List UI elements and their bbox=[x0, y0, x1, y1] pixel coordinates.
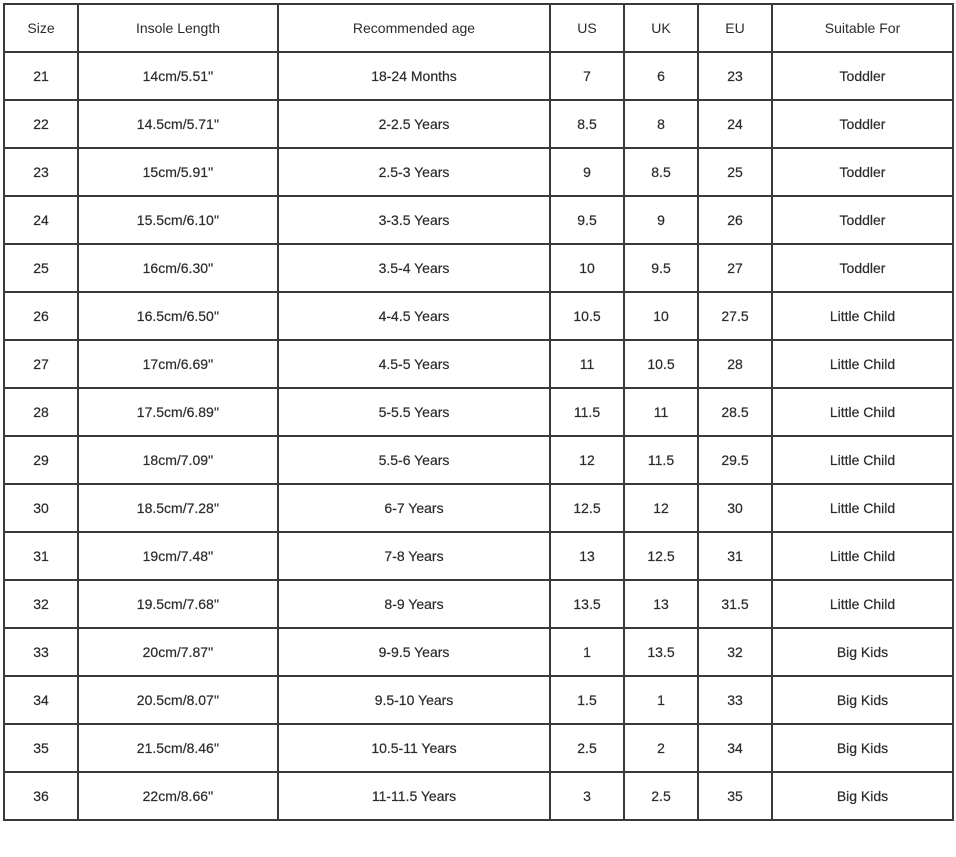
cell-eu: 31 bbox=[698, 532, 772, 580]
cell-recommended-age: 2.5-3 Years bbox=[278, 148, 550, 196]
cell-uk: 1 bbox=[624, 676, 698, 724]
cell-suitable-for: Toddler bbox=[772, 100, 953, 148]
table-row bbox=[4, 100, 953, 148]
cell-insole-length: 18cm/7.09'' bbox=[78, 436, 278, 484]
cell-recommended-age: 18-24 Months bbox=[278, 52, 550, 100]
cell-recommended-age: 5-5.5 Years bbox=[278, 388, 550, 436]
table-row bbox=[4, 676, 953, 724]
cell-insole-length: 18.5cm/7.28'' bbox=[78, 484, 278, 532]
cell-suitable-for: Toddler bbox=[772, 52, 953, 100]
cell-eu: 26 bbox=[698, 196, 772, 244]
cell-size: 31 bbox=[4, 532, 78, 580]
cell-recommended-age: 4.5-5 Years bbox=[278, 340, 550, 388]
cell-insole-length: 15.5cm/6.10'' bbox=[78, 196, 278, 244]
table-row bbox=[4, 532, 953, 580]
table-row bbox=[4, 628, 953, 676]
header-us: US bbox=[550, 4, 624, 52]
cell-insole-length: 15cm/5.91'' bbox=[78, 148, 278, 196]
table-row bbox=[4, 388, 953, 436]
table-row bbox=[4, 292, 953, 340]
cell-uk: 13.5 bbox=[624, 628, 698, 676]
cell-eu: 33 bbox=[698, 676, 772, 724]
cell-uk: 10.5 bbox=[624, 340, 698, 388]
header-eu: EU bbox=[698, 4, 772, 52]
cell-us: 7 bbox=[550, 52, 624, 100]
table-row bbox=[4, 196, 953, 244]
cell-insole-length: 19.5cm/7.68'' bbox=[78, 580, 278, 628]
cell-uk: 2 bbox=[624, 724, 698, 772]
cell-suitable-for: Little Child bbox=[772, 292, 953, 340]
cell-eu: 30 bbox=[698, 484, 772, 532]
cell-suitable-for: Little Child bbox=[772, 388, 953, 436]
table-row bbox=[4, 148, 953, 196]
cell-us: 12 bbox=[550, 436, 624, 484]
cell-insole-length: 16.5cm/6.50'' bbox=[78, 292, 278, 340]
header-size: Size bbox=[4, 4, 78, 52]
cell-us: 11 bbox=[550, 340, 624, 388]
cell-us: 13.5 bbox=[550, 580, 624, 628]
cell-recommended-age: 6-7 Years bbox=[278, 484, 550, 532]
cell-eu: 29.5 bbox=[698, 436, 772, 484]
cell-us: 8.5 bbox=[550, 100, 624, 148]
cell-uk: 9 bbox=[624, 196, 698, 244]
cell-eu: 24 bbox=[698, 100, 772, 148]
table-row bbox=[4, 436, 953, 484]
cell-eu: 31.5 bbox=[698, 580, 772, 628]
cell-insole-length: 20cm/7.87'' bbox=[78, 628, 278, 676]
cell-recommended-age: 10.5-11 Years bbox=[278, 724, 550, 772]
cell-recommended-age: 5.5-6 Years bbox=[278, 436, 550, 484]
cell-eu: 27.5 bbox=[698, 292, 772, 340]
cell-recommended-age: 9-9.5 Years bbox=[278, 628, 550, 676]
cell-insole-length: 17cm/6.69'' bbox=[78, 340, 278, 388]
cell-us: 13 bbox=[550, 532, 624, 580]
cell-suitable-for: Big Kids bbox=[772, 676, 953, 724]
cell-insole-length: 21.5cm/8.46'' bbox=[78, 724, 278, 772]
table-row bbox=[4, 244, 953, 292]
cell-size: 36 bbox=[4, 772, 78, 820]
cell-us: 9 bbox=[550, 148, 624, 196]
cell-eu: 34 bbox=[698, 724, 772, 772]
header-uk: UK bbox=[624, 4, 698, 52]
cell-uk: 2.5 bbox=[624, 772, 698, 820]
cell-uk: 11 bbox=[624, 388, 698, 436]
cell-eu: 25 bbox=[698, 148, 772, 196]
cell-eu: 27 bbox=[698, 244, 772, 292]
cell-insole-length: 14cm/5.51'' bbox=[78, 52, 278, 100]
cell-uk: 8 bbox=[624, 100, 698, 148]
cell-recommended-age: 3.5-4 Years bbox=[278, 244, 550, 292]
cell-uk: 6 bbox=[624, 52, 698, 100]
cell-recommended-age: 4-4.5 Years bbox=[278, 292, 550, 340]
table-row bbox=[4, 772, 953, 820]
cell-suitable-for: Little Child bbox=[772, 532, 953, 580]
cell-eu: 28.5 bbox=[698, 388, 772, 436]
cell-size: 32 bbox=[4, 580, 78, 628]
cell-suitable-for: Toddler bbox=[772, 244, 953, 292]
cell-uk: 12 bbox=[624, 484, 698, 532]
cell-eu: 23 bbox=[698, 52, 772, 100]
table-row bbox=[4, 52, 953, 100]
header-suitable-for: Suitable For bbox=[772, 4, 953, 52]
cell-eu: 35 bbox=[698, 772, 772, 820]
cell-size: 28 bbox=[4, 388, 78, 436]
cell-insole-length: 20.5cm/8.07'' bbox=[78, 676, 278, 724]
header-recommended-age: Recommended age bbox=[278, 4, 550, 52]
cell-size: 27 bbox=[4, 340, 78, 388]
cell-recommended-age: 3-3.5 Years bbox=[278, 196, 550, 244]
cell-us: 11.5 bbox=[550, 388, 624, 436]
cell-us: 10 bbox=[550, 244, 624, 292]
cell-recommended-age: 11-11.5 Years bbox=[278, 772, 550, 820]
cell-uk: 9.5 bbox=[624, 244, 698, 292]
table-row bbox=[4, 484, 953, 532]
cell-insole-length: 17.5cm/6.89'' bbox=[78, 388, 278, 436]
cell-recommended-age: 2-2.5 Years bbox=[278, 100, 550, 148]
cell-uk: 13 bbox=[624, 580, 698, 628]
cell-recommended-age: 9.5-10 Years bbox=[278, 676, 550, 724]
header-row bbox=[4, 4, 953, 52]
cell-uk: 11.5 bbox=[624, 436, 698, 484]
cell-us: 3 bbox=[550, 772, 624, 820]
cell-suitable-for: Toddler bbox=[772, 148, 953, 196]
cell-us: 12.5 bbox=[550, 484, 624, 532]
cell-size: 25 bbox=[4, 244, 78, 292]
cell-eu: 28 bbox=[698, 340, 772, 388]
cell-us: 1.5 bbox=[550, 676, 624, 724]
cell-uk: 12.5 bbox=[624, 532, 698, 580]
cell-size: 23 bbox=[4, 148, 78, 196]
cell-suitable-for: Little Child bbox=[772, 436, 953, 484]
cell-size: 24 bbox=[4, 196, 78, 244]
cell-suitable-for: Little Child bbox=[772, 340, 953, 388]
size-chart-table bbox=[3, 3, 954, 821]
cell-size: 30 bbox=[4, 484, 78, 532]
cell-size: 35 bbox=[4, 724, 78, 772]
cell-size: 21 bbox=[4, 52, 78, 100]
cell-recommended-age: 8-9 Years bbox=[278, 580, 550, 628]
cell-suitable-for: Big Kids bbox=[772, 724, 953, 772]
cell-insole-length: 16cm/6.30'' bbox=[78, 244, 278, 292]
cell-us: 10.5 bbox=[550, 292, 624, 340]
table-row bbox=[4, 340, 953, 388]
cell-size: 26 bbox=[4, 292, 78, 340]
cell-recommended-age: 7-8 Years bbox=[278, 532, 550, 580]
cell-suitable-for: Toddler bbox=[772, 196, 953, 244]
cell-insole-length: 22cm/8.66'' bbox=[78, 772, 278, 820]
cell-suitable-for: Little Child bbox=[772, 580, 953, 628]
table-row bbox=[4, 580, 953, 628]
cell-suitable-for: Big Kids bbox=[772, 772, 953, 820]
cell-uk: 8.5 bbox=[624, 148, 698, 196]
cell-us: 1 bbox=[550, 628, 624, 676]
cell-size: 29 bbox=[4, 436, 78, 484]
cell-us: 2.5 bbox=[550, 724, 624, 772]
cell-eu: 32 bbox=[698, 628, 772, 676]
header-insole-length: Insole Length bbox=[78, 4, 278, 52]
cell-uk: 10 bbox=[624, 292, 698, 340]
cell-size: 33 bbox=[4, 628, 78, 676]
cell-suitable-for: Little Child bbox=[772, 484, 953, 532]
cell-size: 34 bbox=[4, 676, 78, 724]
cell-insole-length: 14.5cm/5.71'' bbox=[78, 100, 278, 148]
cell-size: 22 bbox=[4, 100, 78, 148]
table-row bbox=[4, 724, 953, 772]
cell-insole-length: 19cm/7.48'' bbox=[78, 532, 278, 580]
cell-us: 9.5 bbox=[550, 196, 624, 244]
cell-suitable-for: Big Kids bbox=[772, 628, 953, 676]
